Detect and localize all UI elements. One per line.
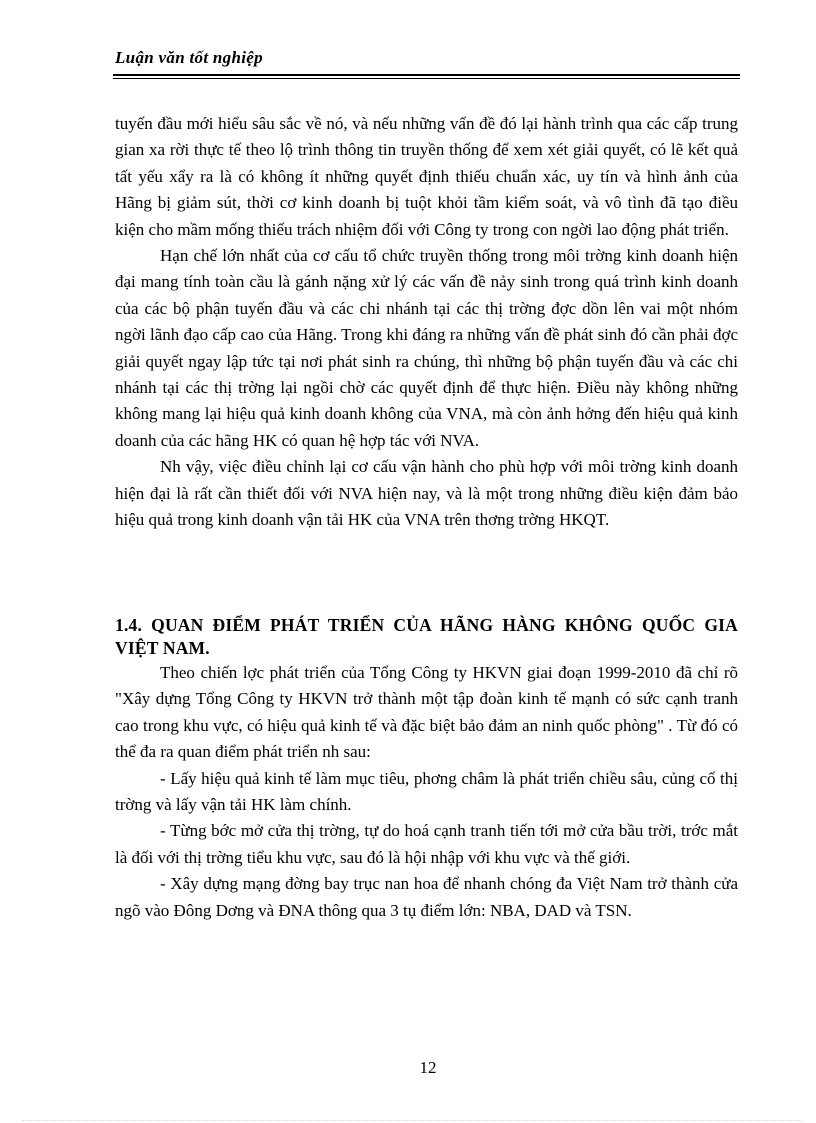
list-item: - Lấy hiệu quả kinh tế làm mục tiêu, phơng châm là phát triển chiều sâu, củng cố thị trờng và lấy vận tải HK làm chính.	[115, 768, 738, 815]
paragraph: Theo chiến lợc phát triển của Tổng Công ty HKVN giai đoạn 1999-2010 đã chỉ rõ "Xây dựng Tổng Công ty HKVN trở thành một tập đoàn kinh tế mạnh có sức cạnh tranh cao trong khu vực, có hiệu quả kinh tế và đặc biệt bảo đảm an ninh quốc phòng" . Từ đó có thể đa ra quan điểm phát triển nh sau:	[115, 663, 738, 762]
paragraph: tuyến đầu mới hiểu sâu sắc về nó, và nếu những vấn đề đó lại hành trình qua các cấp trung gian xa rời thực tế theo lộ trình thông tin truyền thống để xem xét giải quyết, có lẽ kết quả tất yếu xẩy ra là có không ít những quyết định thiếu chuẩn xác, uy tín và hình ảnh của Hãng bị giảm sút, thời cơ kinh doanh bị tuột khỏi tầm kiểm soát, và vô tình đã tạo điều kiện cho mầm mống thiếu trách nhiệm đối với Công ty trong con ngời lao động phát triển.	[115, 114, 738, 239]
running-header-title: Luận văn tốt nghiệp	[115, 48, 263, 67]
header-rule-thin	[113, 78, 740, 79]
page-number: 12	[419, 1058, 437, 1077]
section-heading: 1.4. QUAN ĐIỂM PHÁT TRIỂN CỦA HÃNG HÀNG KHÔNG QUỐC GIA VIỆT NAM.	[115, 615, 738, 658]
list-item: - Xây dựng mạng đờng bay trục nan hoa để nhanh chóng đa Việt Nam trở thành cửa ngõ vào Đông Dơng và ĐNA thông qua 3 tụ điểm lớn: NBA, DAD và TSN.	[115, 874, 738, 920]
paragraph: Hạn chế lớn nhất của cơ cấu tổ chức truyền thống trong môi trờng kinh doanh hiện đại mang tính toàn cầu là gánh nặng xử lý các vấn đề nảy sinh trong quá trình kinh doanh của các bộ phận tuyến đầu và các chi nhánh tại các thị trờng đợc dồn lên vai một nhóm ngời lãnh đạo cấp cao của Hãng. Trong khi đáng ra những vấn đề phát sinh đó cần phải đợc giải quyết ngay lập tức tại nơi phát sinh ra chúng, thì những bộ phận tuyến đầu và các chi nhánh tại các thị trờng lại ngồi chờ các quyết định để thực hiện. Điều này không những không mang lại hiệu quả kinh doanh không của VNA, mà còn ảnh hởng đến hiệu quả kinh doanh của các hãng HK có quan hệ hợp tác với NVA.	[115, 246, 738, 450]
continuation-text	[115, 111, 738, 534]
header-rule-thick	[113, 74, 740, 76]
page-bottom-divider	[22, 1120, 802, 1121]
paragraph: Nh vậy, việc điều chỉnh lại cơ cấu vận hành cho phù hợp với môi trờng kinh doanh hiện đại là rất cần thiết đối với NVA hiện nay, và là một trong những điều kiện đảm bảo hiệu quả trong kinh doanh vận tải HK của VNA trên thơng trờng HKQT.	[115, 457, 738, 530]
section-body	[115, 660, 738, 924]
list-item: - Từng bớc mở cửa thị trờng, tự do hoá cạnh tranh tiến tới mở cửa bầu trời, trớc mắt là đối với thị trờng tiểu khu vực, sau đó là hội nhập với khu vực và thế giới.	[115, 821, 738, 867]
